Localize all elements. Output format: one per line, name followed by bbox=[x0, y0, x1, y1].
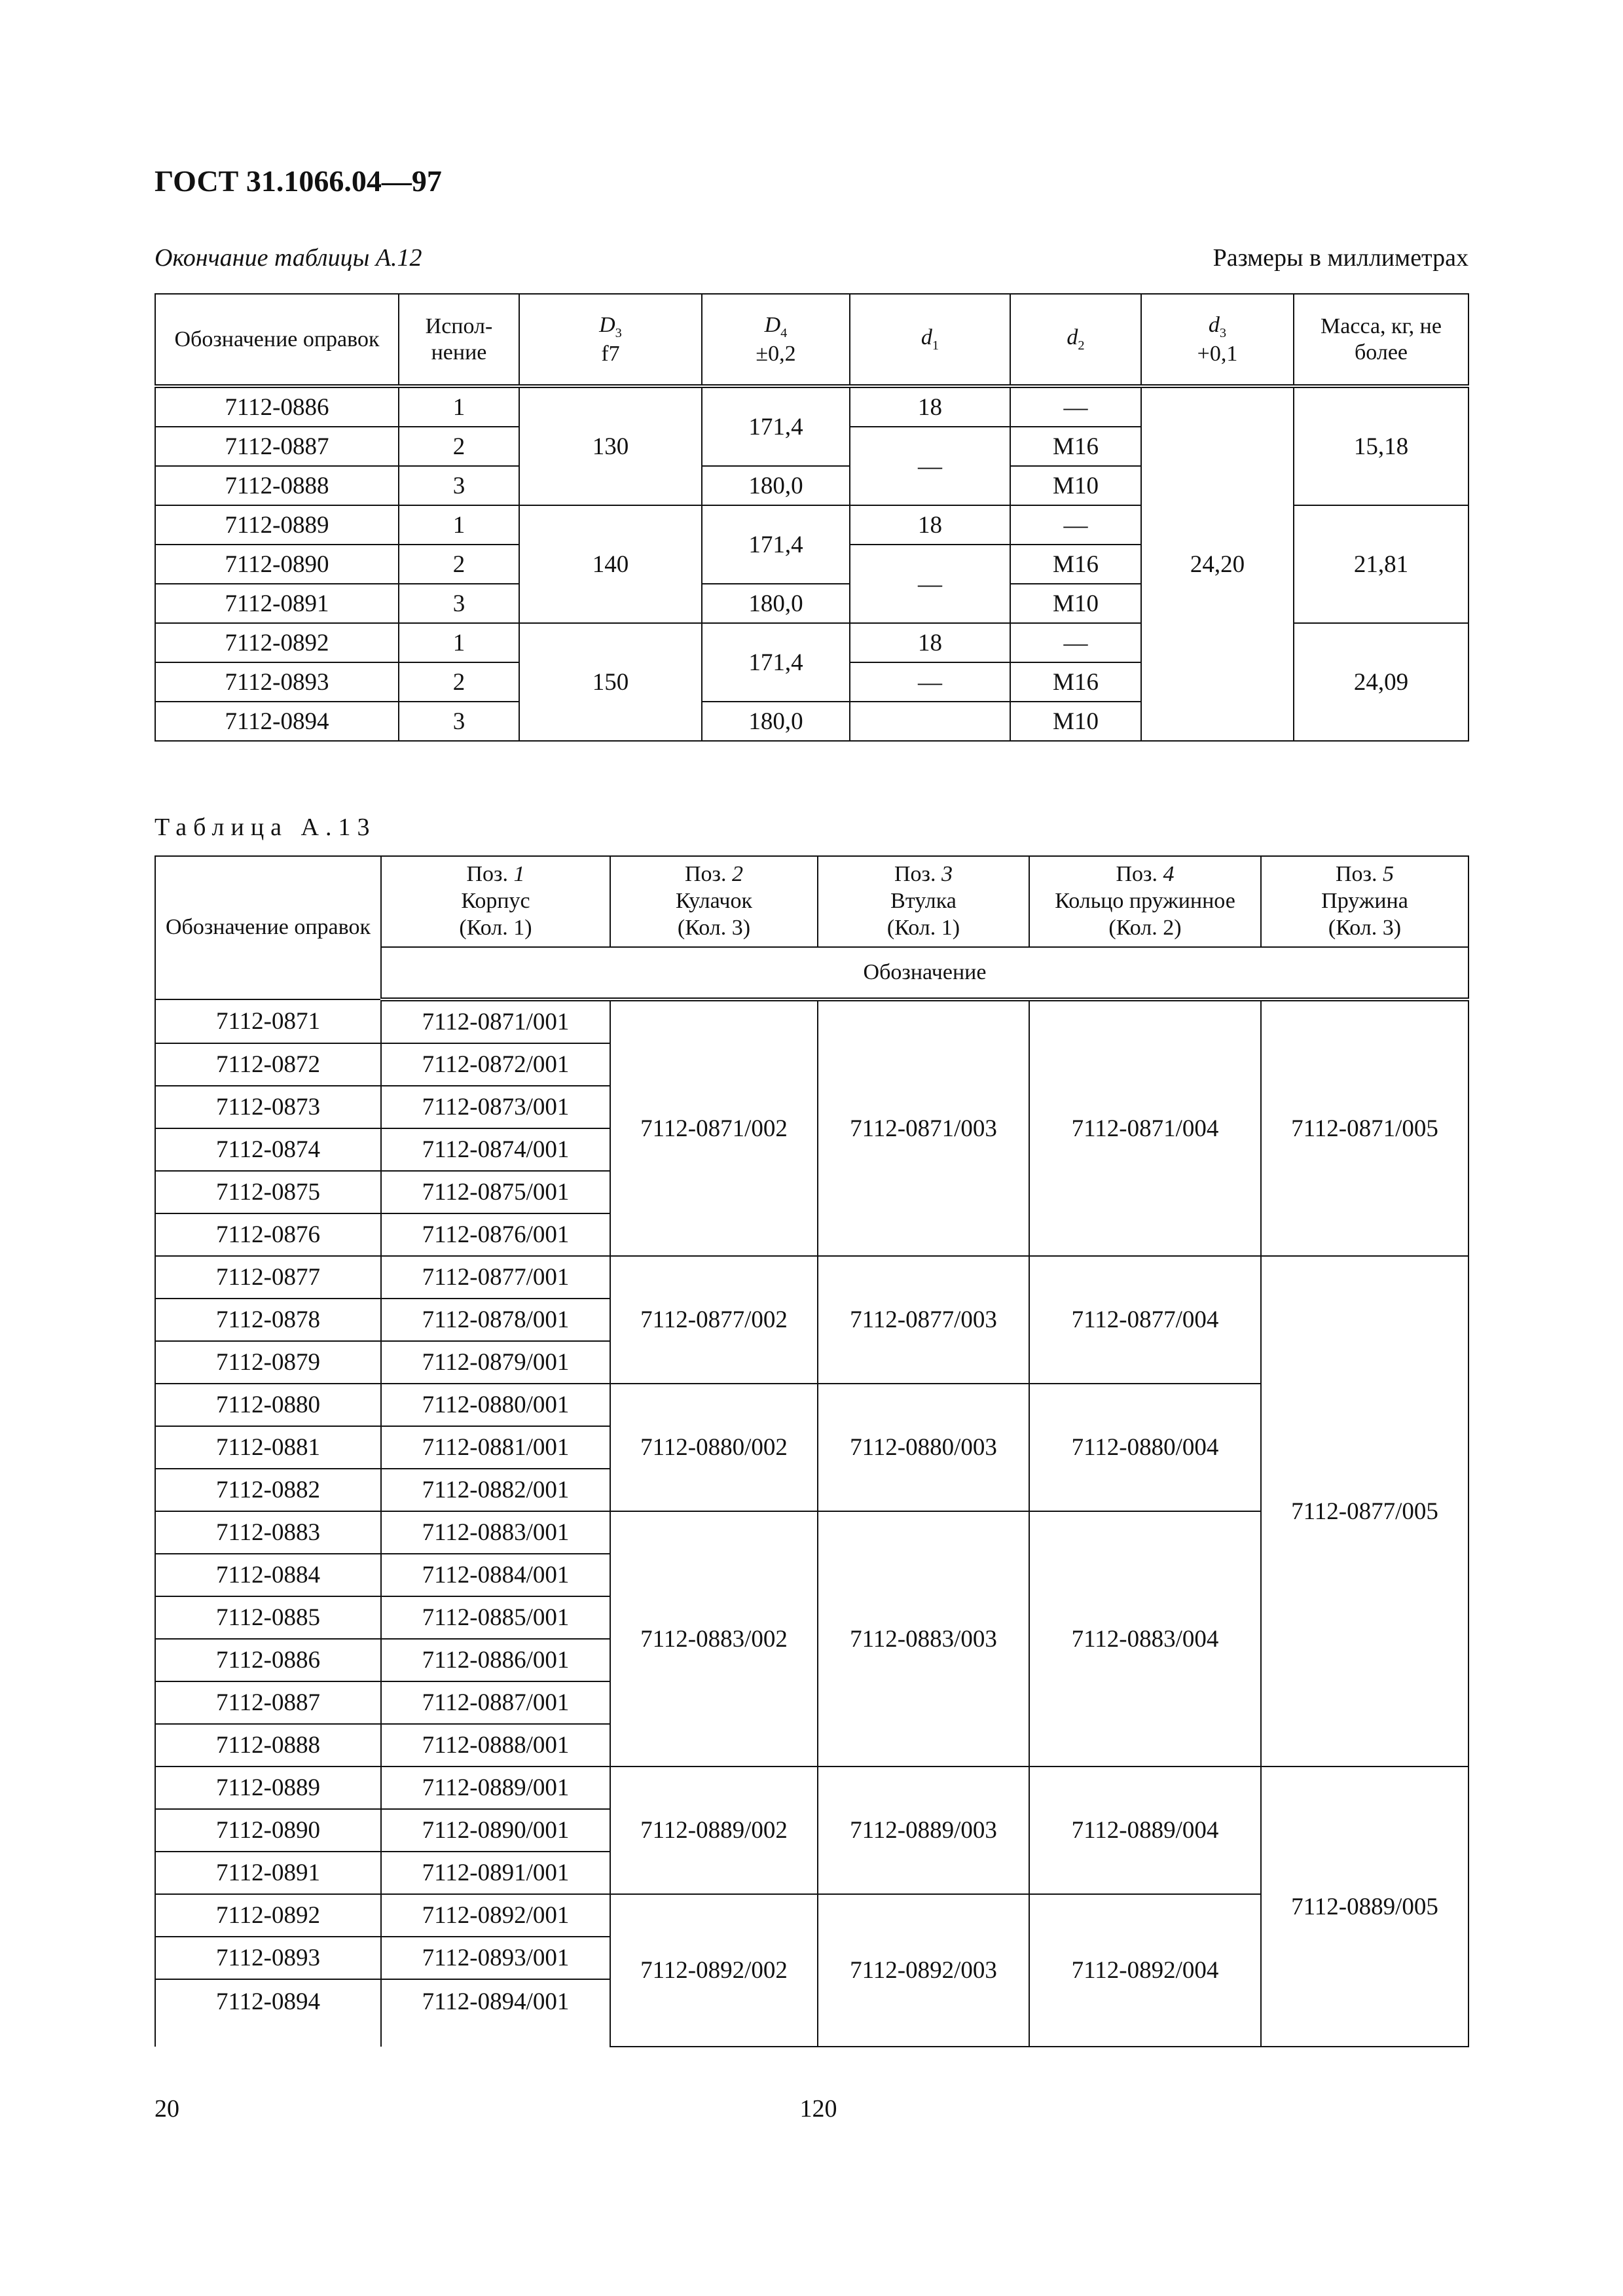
cell-designation: 7112-0890 bbox=[155, 1809, 381, 1852]
pos1-name: Корпус bbox=[461, 889, 530, 914]
cell-pos1: 7112-0883/001 bbox=[381, 1511, 610, 1554]
cell-pos2: 7112-0883/002 bbox=[610, 1511, 818, 1767]
pos4-label: Поз. bbox=[1116, 862, 1158, 887]
cell-version: 1 bbox=[399, 505, 519, 545]
cell-pos2: 7112-0892/002 bbox=[610, 1894, 818, 2047]
header-version: Испол-нение bbox=[399, 294, 519, 386]
d3-symbol: d bbox=[1208, 312, 1220, 337]
header-pos3 bbox=[818, 856, 1029, 947]
cell-designation: 7112-0890 bbox=[155, 545, 399, 584]
cell-d2: M16 bbox=[1010, 427, 1141, 466]
cell-version: 2 bbox=[399, 427, 519, 466]
cell-pos1: 7112-0880/001 bbox=[381, 1384, 610, 1426]
header-pos5 bbox=[1261, 856, 1468, 947]
cell-designation: 7112-0875 bbox=[155, 1171, 381, 1213]
header-mass: Масса, кг, не более bbox=[1294, 294, 1468, 386]
cell-designation: 7112-0894 bbox=[155, 1979, 381, 2047]
cell-designation: 7112-0893 bbox=[155, 662, 399, 702]
cell-pos1: 7112-0892/001 bbox=[381, 1894, 610, 1937]
cell-pos1: 7112-0885/001 bbox=[381, 1596, 610, 1639]
cell-designation: 7112-0889 bbox=[155, 505, 399, 545]
cell-pos1: 7112-0878/001 bbox=[381, 1299, 610, 1341]
cell-D4: 171,4 bbox=[702, 386, 850, 466]
cell-pos3: 7112-0880/003 bbox=[818, 1384, 1029, 1511]
pos2-number: 2 bbox=[731, 862, 743, 887]
header-d3 bbox=[1141, 294, 1294, 386]
cell-D4: 180,0 bbox=[702, 702, 850, 741]
D4-subscript: 4 bbox=[780, 325, 788, 340]
table-a12 bbox=[155, 293, 1469, 742]
cell-d2: M16 bbox=[1010, 662, 1141, 702]
cell-d1: 18 bbox=[850, 623, 1010, 662]
cell-pos4: 7112-0889/004 bbox=[1029, 1767, 1261, 1894]
cell-pos1: 7112-0886/001 bbox=[381, 1639, 610, 1681]
cell-pos1: 7112-0889/001 bbox=[381, 1767, 610, 1809]
d3-tolerance: +0,1 bbox=[1197, 342, 1238, 367]
cell-D3: 150 bbox=[519, 623, 702, 741]
pos4-qty: (Кол. 2) bbox=[1108, 915, 1182, 940]
cell-pos2: 7112-0880/002 bbox=[610, 1384, 818, 1511]
cell-designation: 7112-0879 bbox=[155, 1341, 381, 1384]
d1-symbol: d bbox=[921, 325, 932, 350]
cell-pos1: 7112-0888/001 bbox=[381, 1724, 610, 1767]
cell-d2: M10 bbox=[1010, 584, 1141, 623]
pos2-label: Поз. bbox=[685, 862, 727, 887]
pos3-number: 3 bbox=[941, 862, 953, 887]
cell-designation: 7112-0891 bbox=[155, 1852, 381, 1894]
cell-version: 3 bbox=[399, 584, 519, 623]
cell-D4: 171,4 bbox=[702, 505, 850, 584]
cell-designation: 7112-0886 bbox=[155, 386, 399, 427]
cell-d2: — bbox=[1010, 505, 1141, 545]
cell-d1: 18 bbox=[850, 386, 1010, 427]
cell-pos1: 7112-0891/001 bbox=[381, 1852, 610, 1894]
cell-designation: 7112-0874 bbox=[155, 1128, 381, 1171]
table-a12-header-row bbox=[155, 294, 1468, 386]
header-designation-sub: Обозначение bbox=[381, 947, 1468, 999]
pos1-number: 1 bbox=[513, 862, 525, 887]
cell-pos1: 7112-0875/001 bbox=[381, 1171, 610, 1213]
cell-d3: 24,20 bbox=[1141, 386, 1294, 741]
cell-pos1: 7112-0887/001 bbox=[381, 1681, 610, 1724]
cell-designation: 7112-0878 bbox=[155, 1299, 381, 1341]
cell-d1-empty bbox=[850, 702, 1010, 741]
cell-designation: 7112-0880 bbox=[155, 1384, 381, 1426]
cell-designation: 7112-0881 bbox=[155, 1426, 381, 1469]
cell-version: 2 bbox=[399, 545, 519, 584]
header-pos1 bbox=[381, 856, 610, 947]
cell-designation: 7112-0876 bbox=[155, 1213, 381, 1256]
cell-d1: — bbox=[850, 662, 1010, 702]
cell-designation: 7112-0873 bbox=[155, 1086, 381, 1128]
cell-pos3: 7112-0877/003 bbox=[818, 1256, 1029, 1384]
cell-version: 2 bbox=[399, 662, 519, 702]
header-pos4 bbox=[1029, 856, 1261, 947]
cell-pos4: 7112-0892/004 bbox=[1029, 1894, 1261, 2047]
cell-d2: M16 bbox=[1010, 545, 1141, 584]
cell-designation: 7112-0885 bbox=[155, 1596, 381, 1639]
page-number-center: 120 bbox=[799, 2095, 837, 2123]
cell-designation: 7112-0894 bbox=[155, 702, 399, 741]
cell-pos1: 7112-0871/001 bbox=[381, 999, 610, 1043]
cell-designation: 7112-0892 bbox=[155, 623, 399, 662]
cell-pos1: 7112-0884/001 bbox=[381, 1554, 610, 1596]
cell-designation: 7112-0892 bbox=[155, 1894, 381, 1937]
D3-symbol: D bbox=[599, 312, 615, 337]
cell-designation: 7112-0872 bbox=[155, 1043, 381, 1086]
cell-pos3: 7112-0892/003 bbox=[818, 1894, 1029, 2047]
pos1-qty: (Кол. 1) bbox=[459, 915, 532, 940]
D3-subscript: 3 bbox=[615, 325, 622, 340]
cell-pos3: 7112-0883/003 bbox=[818, 1511, 1029, 1767]
cell-pos5: 7112-0877/005 bbox=[1261, 1256, 1468, 1767]
cell-pos1: 7112-0874/001 bbox=[381, 1128, 610, 1171]
cell-designation: 7112-0871 bbox=[155, 999, 381, 1043]
cell-pos3: 7112-0889/003 bbox=[818, 1767, 1029, 1894]
table-a13-header-row bbox=[155, 856, 1468, 947]
cell-pos4: 7112-0877/004 bbox=[1029, 1256, 1261, 1384]
cell-pos5: 7112-0889/005 bbox=[1261, 1767, 1468, 2047]
cell-d2: M10 bbox=[1010, 702, 1141, 741]
cell-pos1: 7112-0894/001 bbox=[381, 1979, 610, 2047]
table-row bbox=[155, 386, 1468, 427]
cell-pos1: 7112-0877/001 bbox=[381, 1256, 610, 1299]
cell-designation: 7112-0882 bbox=[155, 1469, 381, 1511]
cell-D4: 180,0 bbox=[702, 466, 850, 505]
cell-version: 1 bbox=[399, 623, 519, 662]
header-pos2 bbox=[610, 856, 818, 947]
pos2-qty: (Кол. 3) bbox=[677, 915, 751, 940]
D4-symbol: D bbox=[764, 312, 781, 337]
table-row bbox=[155, 999, 1468, 1043]
cell-d1: 18 bbox=[850, 505, 1010, 545]
cell-pos5: 7112-0871/005 bbox=[1261, 999, 1468, 1256]
cell-pos2: 7112-0877/002 bbox=[610, 1256, 818, 1384]
cell-designation: 7112-0884 bbox=[155, 1554, 381, 1596]
cell-designation: 7112-0891 bbox=[155, 584, 399, 623]
cell-designation: 7112-0877 bbox=[155, 1256, 381, 1299]
cell-d1: — bbox=[850, 427, 1010, 505]
cell-d2: — bbox=[1010, 623, 1141, 662]
table-a12-caption: Окончание таблицы А.12 bbox=[155, 244, 422, 272]
cell-pos1: 7112-0882/001 bbox=[381, 1469, 610, 1511]
cell-mass: 21,81 bbox=[1294, 505, 1468, 623]
cell-pos4: 7112-0883/004 bbox=[1029, 1511, 1261, 1767]
cell-pos4: 7112-0880/004 bbox=[1029, 1384, 1261, 1511]
cell-version: 3 bbox=[399, 702, 519, 741]
pos3-label: Поз. bbox=[894, 862, 936, 887]
header-D3 bbox=[519, 294, 702, 386]
pos1-label: Поз. bbox=[466, 862, 508, 887]
cell-designation: 7112-0889 bbox=[155, 1767, 381, 1809]
header-d1 bbox=[850, 294, 1010, 386]
cell-designation: 7112-0893 bbox=[155, 1937, 381, 1979]
cell-designation: 7112-0887 bbox=[155, 1681, 381, 1724]
pos3-name: Втулка bbox=[890, 889, 957, 914]
cell-pos1: 7112-0876/001 bbox=[381, 1213, 610, 1256]
header-d2 bbox=[1010, 294, 1141, 386]
cell-D4: 180,0 bbox=[702, 584, 850, 623]
d2-subscript: 2 bbox=[1078, 338, 1085, 353]
cell-d2: M10 bbox=[1010, 466, 1141, 505]
header-designation: Обозначение оправок bbox=[155, 294, 399, 386]
cell-designation: 7112-0888 bbox=[155, 1724, 381, 1767]
cell-mass: 24,09 bbox=[1294, 623, 1468, 741]
pos3-qty: (Кол. 1) bbox=[886, 915, 960, 940]
pos5-qty: (Кол. 3) bbox=[1328, 915, 1402, 940]
cell-pos2: 7112-0889/002 bbox=[610, 1767, 818, 1894]
cell-designation: 7112-0888 bbox=[155, 466, 399, 505]
header-designation: Обозначение оправок bbox=[155, 856, 381, 999]
table-row bbox=[155, 1767, 1468, 1809]
D3-tolerance: f7 bbox=[601, 342, 620, 367]
cell-pos1: 7112-0872/001 bbox=[381, 1043, 610, 1086]
cell-pos4: 7112-0871/004 bbox=[1029, 999, 1261, 1256]
cell-designation: 7112-0886 bbox=[155, 1639, 381, 1681]
cell-pos1: 7112-0893/001 bbox=[381, 1937, 610, 1979]
d1-subscript: 1 bbox=[932, 338, 939, 353]
pos4-number: 4 bbox=[1163, 862, 1175, 887]
pos2-name: Кулачок bbox=[676, 889, 752, 914]
table-a13-caption: Таблица А.13 bbox=[155, 814, 376, 841]
header-D4 bbox=[702, 294, 850, 386]
cell-pos3: 7112-0871/003 bbox=[818, 999, 1029, 1256]
pos5-number: 5 bbox=[1382, 862, 1394, 887]
cell-D4: 171,4 bbox=[702, 623, 850, 702]
page-number-left: 20 bbox=[155, 2095, 179, 2123]
document-title: ГОСТ 31.1066.04—97 bbox=[155, 164, 442, 198]
d2-symbol: d bbox=[1067, 325, 1078, 350]
cell-D3: 140 bbox=[519, 505, 702, 623]
cell-pos1: 7112-0879/001 bbox=[381, 1341, 610, 1384]
cell-pos1: 7112-0881/001 bbox=[381, 1426, 610, 1469]
cell-designation: 7112-0887 bbox=[155, 427, 399, 466]
cell-designation: 7112-0883 bbox=[155, 1511, 381, 1554]
cell-version: 1 bbox=[399, 386, 519, 427]
table-row bbox=[155, 1256, 1468, 1299]
cell-D3: 130 bbox=[519, 386, 702, 505]
cell-pos1: 7112-0873/001 bbox=[381, 1086, 610, 1128]
cell-pos2: 7112-0871/002 bbox=[610, 999, 818, 1256]
pos4-name: Кольцо пружинное bbox=[1055, 889, 1235, 914]
D4-tolerance: ±0,2 bbox=[756, 342, 796, 367]
pos5-label: Поз. bbox=[1336, 862, 1377, 887]
pos5-name: Пружина bbox=[1321, 889, 1408, 914]
table-a12-units: Размеры в миллиметрах bbox=[1213, 244, 1468, 272]
cell-d1: — bbox=[850, 545, 1010, 623]
cell-pos1: 7112-0890/001 bbox=[381, 1809, 610, 1852]
d3-subscript: 3 bbox=[1219, 325, 1227, 340]
cell-mass: 15,18 bbox=[1294, 386, 1468, 505]
cell-d2: — bbox=[1010, 386, 1141, 427]
cell-version: 3 bbox=[399, 466, 519, 505]
table-a13 bbox=[155, 855, 1469, 2047]
